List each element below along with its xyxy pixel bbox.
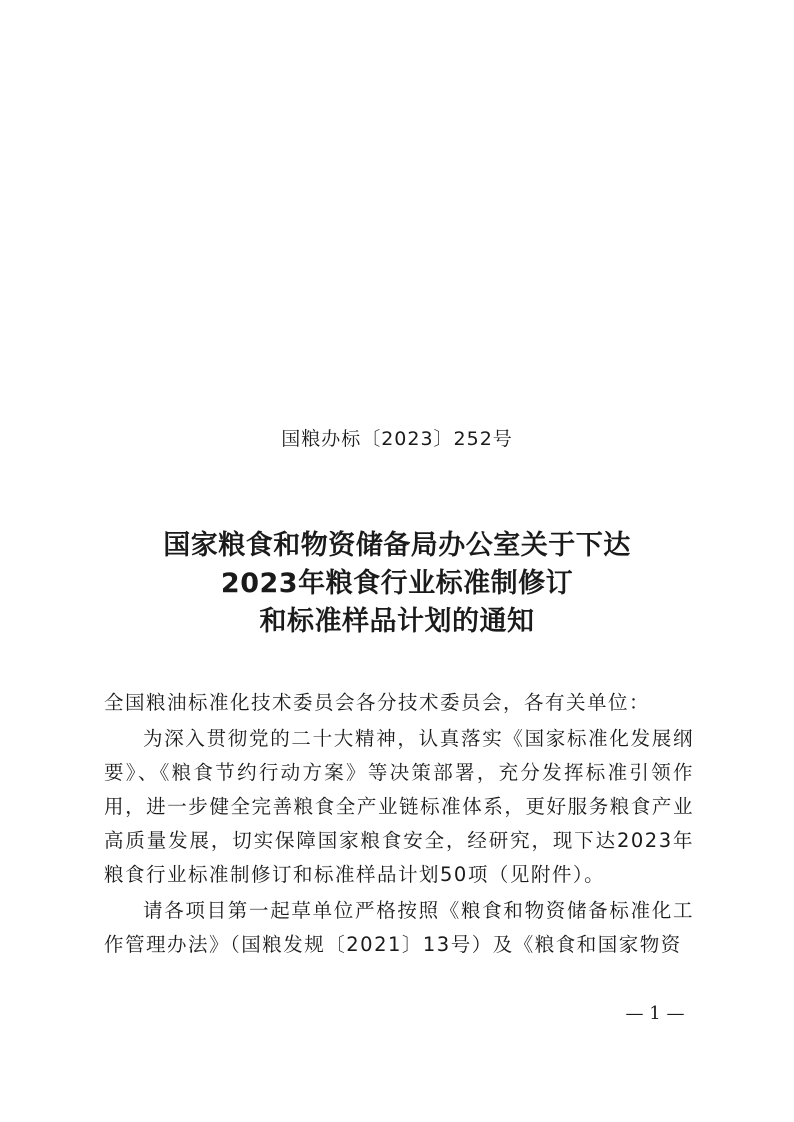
title-line: 2023年粮食行业标准制修订 xyxy=(220,568,574,599)
page-number: — 1 — xyxy=(625,1003,685,1024)
title-line: 国家粮食和物资储备局办公室关于下达 xyxy=(163,530,631,561)
document-number: 国粮办标〔2023〕252号 xyxy=(281,428,513,450)
body-paragraph: 为深入贯彻党的二十大精神，认真落实《国家标准化发展纲要》、《粮食节约行动方案》等决策部署，充分发挥标准引领作用，进一步健全完善粮食全产业链标准体系，更好服务粮食产业高质量发展，切实保障国家粮食安全，经研究，现下达2023年粮食行业标准制修订和标准样品计划50项（见附件）。 xyxy=(104,727,694,886)
body-paragraph: 请各项目第一起草单位严格按照《粮食和物资储备标准化工作管理办法》（国粮发规〔2021〕13号）及《粮食和国家物资 xyxy=(104,899,694,956)
document-title xyxy=(0,527,794,641)
title-line: 和标准样品计划的通知 xyxy=(259,606,535,637)
document-body xyxy=(104,686,694,962)
salutation: 全国粮油标准化技术委员会各分技术委员会，各有关单位： xyxy=(104,691,651,714)
